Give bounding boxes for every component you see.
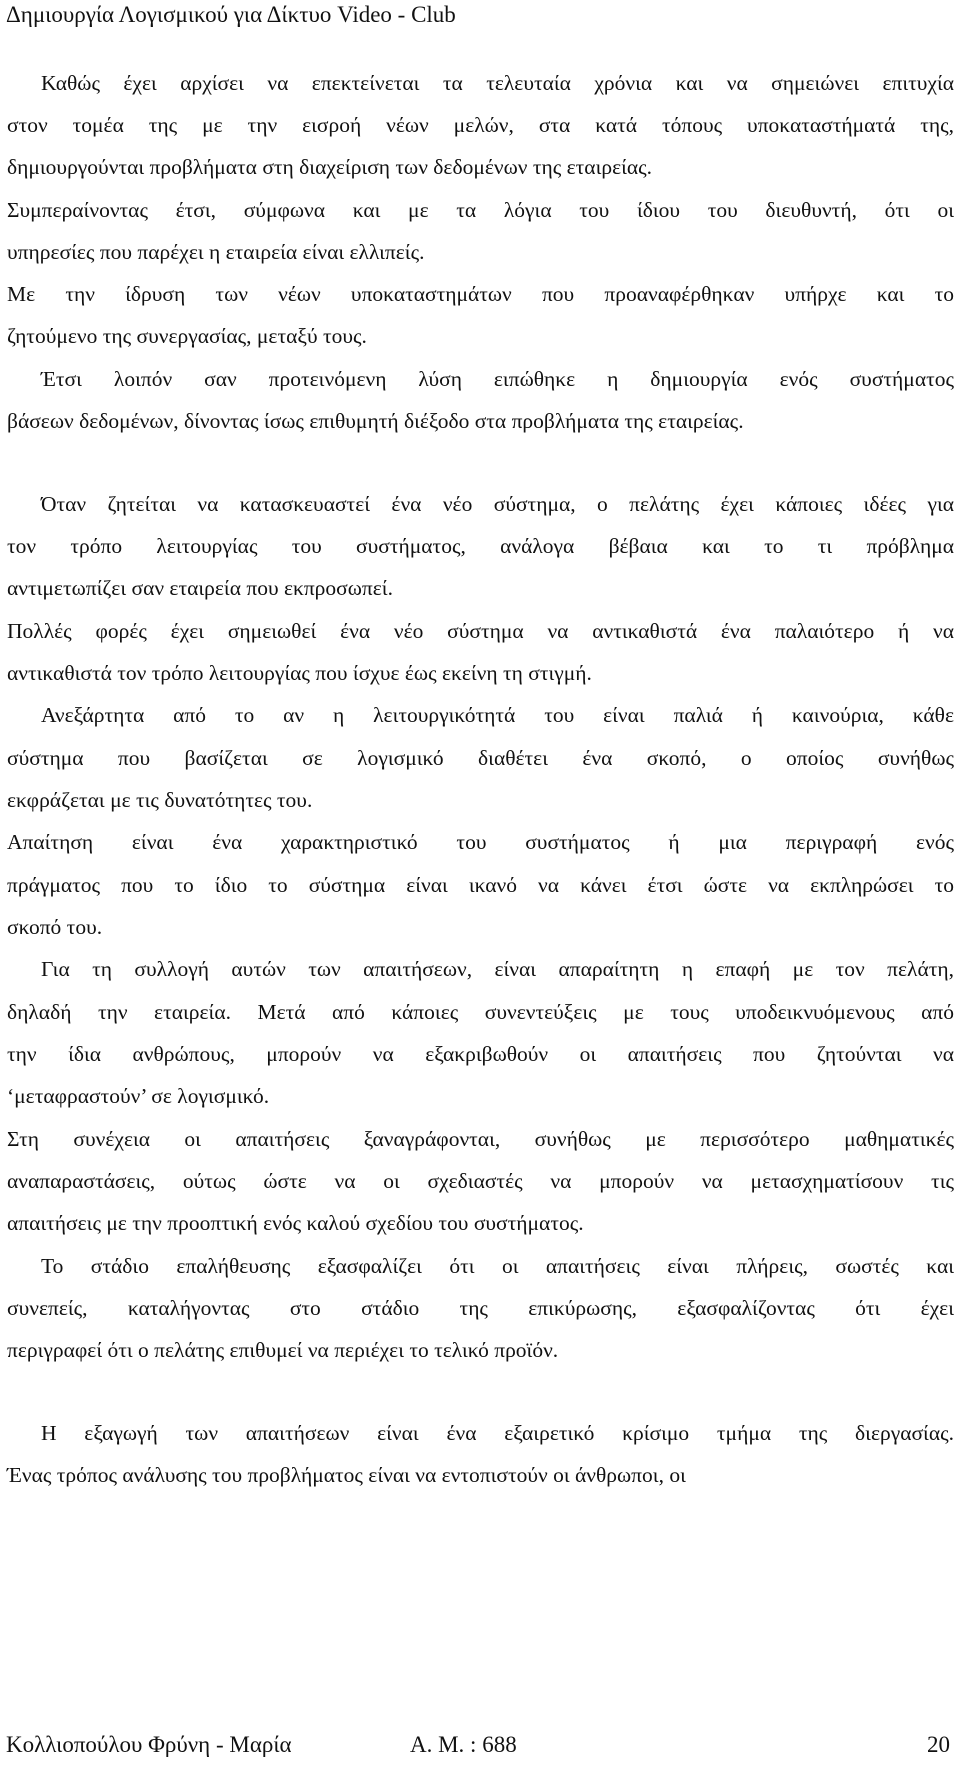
text-line: υπηρεσίες που παρέχει η εταιρεία είναι ελλιπείς. [7, 240, 425, 264]
text-line: ‘μεταφραστούν’ σε λογισμικό. [7, 1084, 270, 1108]
text-line: περιγραφεί ότι ο πελάτης επιθυμεί να περιέχει το τελικό προϊόν. [7, 1338, 559, 1362]
text-line: αντικαθιστά τον τρόπο λειτουργίας που ίσχυε έως εκείνη τη στιγμή. [7, 661, 592, 685]
footer-author: Κολλιοπούλου Φρύνη - Μαρία [6, 1732, 292, 1757]
text-line: Απαίτηση είναι ένα χαρακτηριστικό του συστήματος ή μια περιγραφή ενός [7, 830, 954, 854]
text-line: σύστημα που βασίζεται σε λογισμικό διαθέτει ένα σκοπό, ο οποίος συνήθως [7, 746, 954, 770]
text-line: Καθώς έχει αρχίσει να επεκτείνεται τα τελευταία χρόνια και να σημειώνει επιτυχία [41, 71, 954, 95]
text-line: Το στάδιο επαλήθευσης εξασφαλίζει ότι οι απαιτήσεις είναι πλήρεις, σωστές και [41, 1254, 954, 1278]
text-line: απαιτήσεις με την προοπτική ενός καλού σχεδίου του συστήματος. [7, 1211, 584, 1235]
footer-registration-number: Α. Μ. : 688 [410, 1732, 517, 1757]
text-line: Για τη συλλογή αυτών των απαιτήσεων, είναι απαραίτητη η επαφή με τον πελάτη, [41, 957, 954, 981]
text-line: δηλαδή την εταιρεία. Μετά από κάποιες συνεντεύξεις με τους υποδεικνυόμενους από [7, 1000, 954, 1024]
page-footer [6, 1730, 950, 1760]
text-line: τον τρόπο λειτουργίας του συστήματος, ανάλογα βέβαια και το τι πρόβλημα [7, 534, 954, 558]
text-line: Ένας τρόπος ανάλυσης του προβλήματος είναι να εντοπιστούν οι άνθρωποι, οι [7, 1463, 686, 1487]
page-header-title: Δημιουργία Λογισμικού για Δίκτυο Video - Club [6, 2, 456, 27]
text-line: πράγματος που το ίδιο το σύστημα είναι ικανό να κάνει έτσι ώστε να εκπληρώσει το [7, 873, 954, 897]
text-line: Πολλές φορές έχει σημειωθεί ένα νέο σύστημα να αντικαθιστά ένα παλαιότερο ή να [7, 619, 954, 643]
text-line: βάσεων δεδομένων, δίνοντας ίσως επιθυμητή διέξοδο στα προβλήματα της εταιρείας. [7, 409, 744, 433]
text-line: Με την ίδρυση των νέων υποκαταστημάτων που προαναφέρθηκαν υπήρχε και το [7, 282, 954, 306]
footer-page-number: 20 [927, 1732, 950, 1757]
text-line: Όταν ζητείται να κατασκευαστεί ένα νέο σύστημα, ο πελάτης έχει κάποιες ιδέες για [41, 492, 954, 516]
text-line: Στη συνέχεια οι απαιτήσεις ξαναγράφονται, συνήθως με περισσότερο μαθηματικές [7, 1127, 954, 1151]
text-line: δημιουργούνται προβλήματα στη διαχείριση των δεδομένων της εταιρείας. [7, 155, 653, 179]
text-line: Ανεξάρτητα από το αν η λειτουργικότητά του είναι παλιά ή καινούρια, κάθε [41, 703, 954, 727]
text-line: Συμπεραίνοντας έτσι, σύμφωνα και με τα λόγια του ίδιου του διευθυντή, ότι οι [7, 198, 954, 222]
text-line: αντιμετωπίζει σαν εταιρεία που εκπροσωπεί. [7, 576, 393, 600]
text-line: εκφράζεται με τις δυνατότητες του. [7, 788, 313, 812]
text-line: ζητούμενο της συνεργασίας, μεταξύ τους. [7, 324, 367, 348]
text-line: Έτσι λοιπόν σαν προτεινόμενη λύση ειπώθηκε η δημιουργία ενός συστήματος [41, 367, 954, 391]
text-line: την ίδια ανθρώπους, μπορούν να εξακριβωθούν οι απαιτήσεις που ζητούνται να [7, 1042, 954, 1066]
text-line: Η εξαγωγή των απαιτήσεων είναι ένα εξαιρετικό κρίσιμο τμήμα της διεργασίας. [41, 1421, 954, 1445]
text-line: αναπαραστάσεις, ούτως ώστε να οι σχεδιαστές να μπορούν να μετασχηματίσουν τις [7, 1169, 954, 1193]
text-line: στον τομέα της με την εισροή νέων μελών, στα κατά τόπους υποκαταστήματά της, [7, 113, 954, 137]
text-line: συνεπείς, καταλήγοντας στο στάδιο της επικύρωσης, εξασφαλίζοντας ότι έχει [7, 1296, 954, 1320]
text-line: σκοπό του. [7, 915, 103, 939]
